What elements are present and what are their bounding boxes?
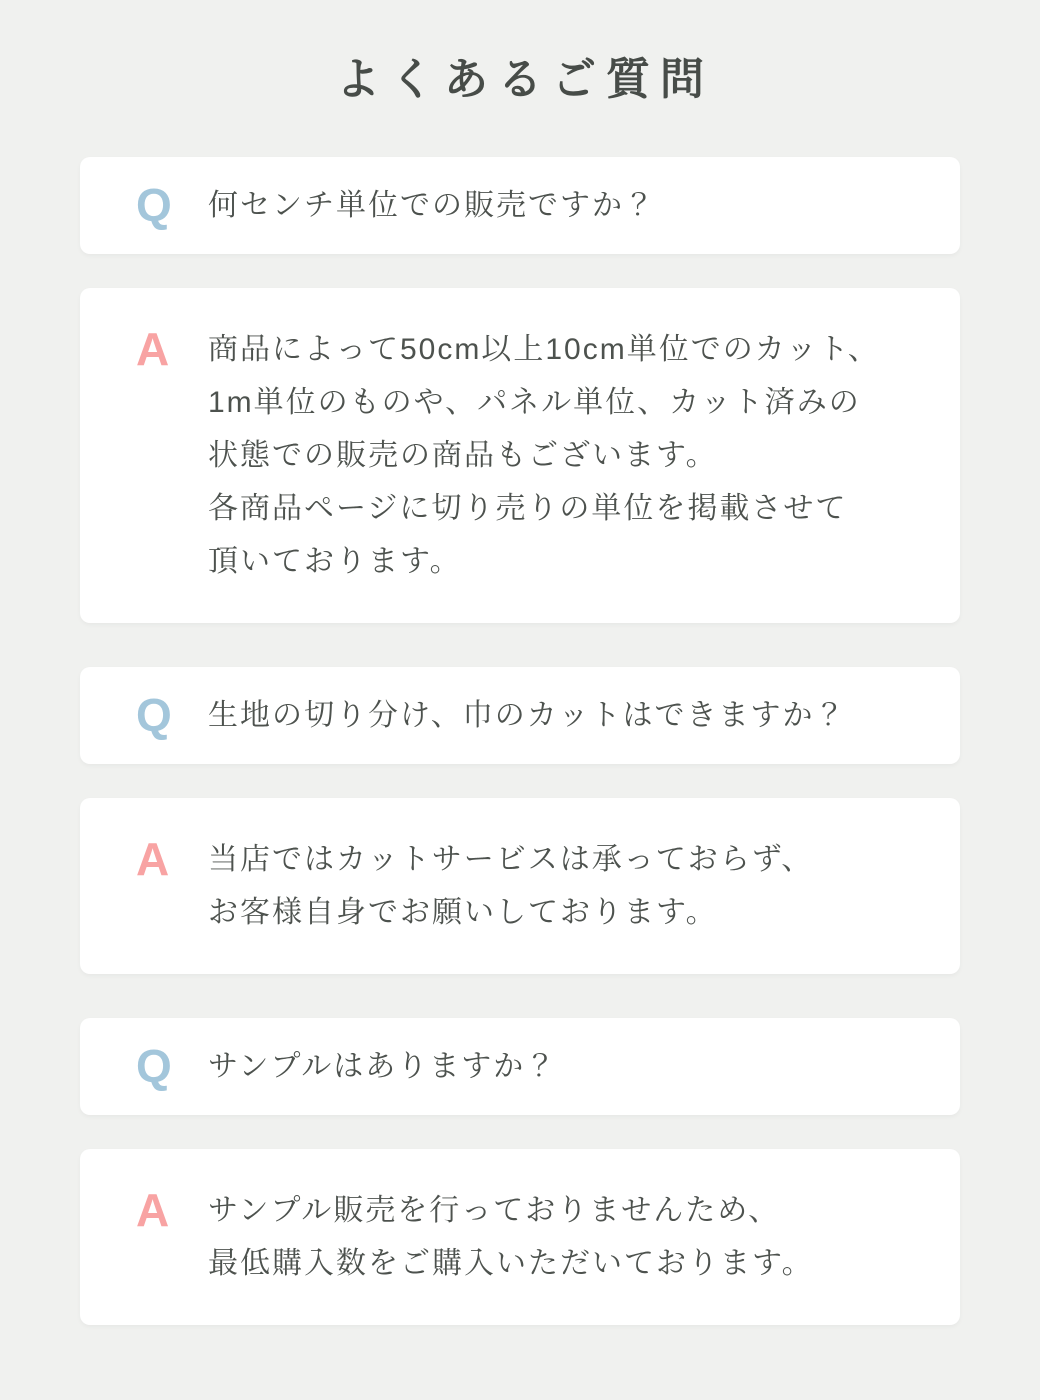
faq-text-line: 当店ではカットサービスは承っておらず、 bbox=[208, 842, 814, 876]
answer-mark-letter: A bbox=[136, 322, 170, 375]
answer-text bbox=[208, 323, 880, 588]
faq-answer-card bbox=[80, 1149, 960, 1325]
faq-text-line: サンプル販売を行っておりませんため、 bbox=[208, 1193, 781, 1227]
faq-list bbox=[80, 157, 960, 1325]
faq-text-line: 状態での販売の商品もございます。 bbox=[208, 438, 718, 472]
page-title: よくあるご質問 bbox=[336, 55, 714, 104]
answer-text bbox=[208, 1184, 814, 1290]
faq-text-line: お客様自身でお願いしております。 bbox=[208, 895, 718, 929]
faq-text-line: 頂いております。 bbox=[208, 544, 462, 578]
question-mark-letter: Q bbox=[136, 688, 172, 741]
answer-mark-letter: A bbox=[136, 1183, 170, 1236]
question-mark-letter: Q bbox=[136, 1039, 172, 1092]
faq-answer-card bbox=[80, 288, 960, 623]
question-mark-letter: Q bbox=[136, 178, 172, 231]
faq-text-line: 商品によって50cm以上10cm単位でのカット、 bbox=[208, 332, 880, 366]
faq-text-line: 生地の切り分け、巾のカットはできますか？ bbox=[208, 698, 847, 732]
faq-question-card bbox=[80, 667, 960, 764]
question-text bbox=[208, 689, 847, 742]
faq-answer-card bbox=[80, 798, 960, 974]
faq-question-card bbox=[80, 1018, 960, 1115]
question-text bbox=[208, 1040, 557, 1093]
answer-text bbox=[208, 833, 813, 939]
faq-text-line: 最低購入数をご購入いただいております。 bbox=[208, 1246, 814, 1280]
faq-text-line: 各商品ページに切り売りの単位を掲載させて bbox=[208, 491, 848, 525]
faq-question-card bbox=[80, 157, 960, 254]
answer-mark-letter: A bbox=[136, 832, 170, 885]
question-text bbox=[208, 179, 656, 232]
faq-text-line: サンプルはありますか？ bbox=[208, 1049, 558, 1083]
faq-text-line: 1m単位のものや、パネル単位、カット済みの bbox=[208, 385, 861, 419]
faq-text-line: 何センチ単位での販売ですか？ bbox=[208, 188, 656, 222]
